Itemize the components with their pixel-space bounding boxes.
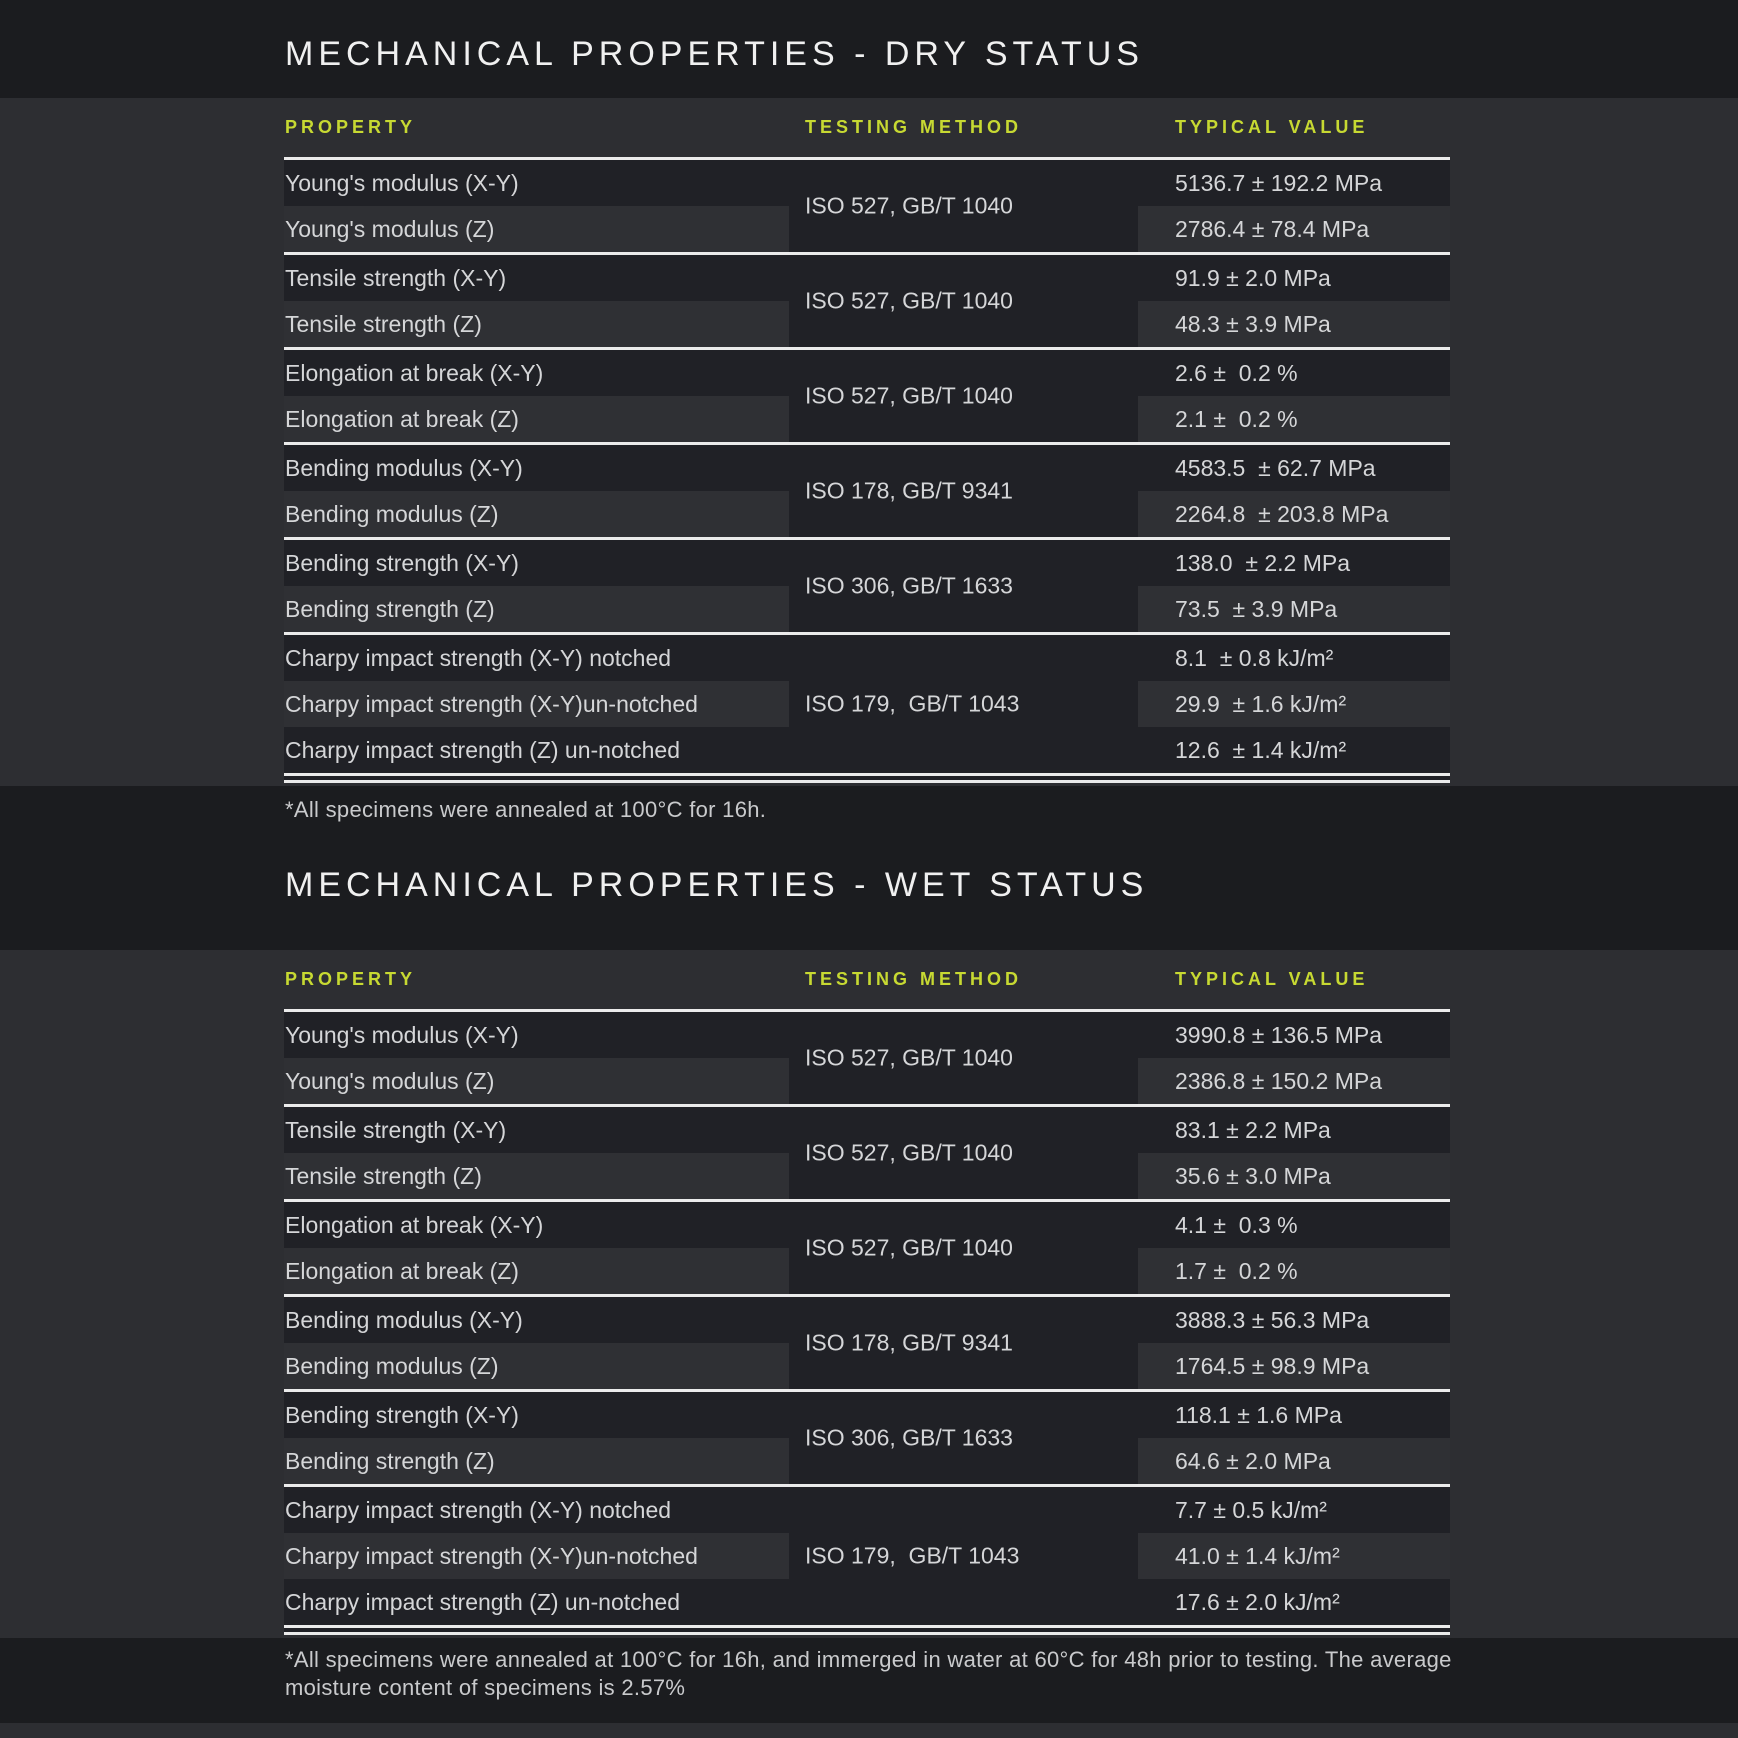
table-end-double-line xyxy=(284,773,1450,783)
value-cell: 29.9 ± 1.6 kJ/m² xyxy=(1138,681,1450,727)
property-group xyxy=(284,540,1450,635)
value-cell: 2.1 ± 0.2 % xyxy=(1138,396,1450,442)
property-cell: Bending strength (Z) xyxy=(284,1438,789,1484)
property-group xyxy=(284,1107,1450,1202)
property-cell: Tensile strength (X-Y) xyxy=(285,264,507,291)
property-cell: Young's modulus (Z) xyxy=(284,206,789,252)
property-cell: Charpy impact strength (X-Y)un-notched xyxy=(284,1533,789,1579)
wet-table-header-row xyxy=(284,950,1450,1009)
property-cell: Charpy impact strength (X-Y) notched xyxy=(285,644,672,671)
dry-footnote: *All specimens were annealed at 100°C for 16h. xyxy=(285,797,767,822)
property-cell: Charpy impact strength (X-Y)un-notched xyxy=(284,681,789,727)
property-group xyxy=(284,445,1450,540)
table-row xyxy=(284,1579,1450,1625)
value-cell: 64.6 ± 2.0 MPa xyxy=(1138,1438,1450,1484)
property-cell: Bending strength (X-Y) xyxy=(285,549,519,576)
testing-method-cell: ISO 306, GB/T 1633 xyxy=(805,1424,1013,1451)
property-group xyxy=(284,160,1450,255)
value-cell: 17.6 ± 2.0 kJ/m² xyxy=(1175,1588,1340,1615)
wet-footnote: *All specimens were annealed at 100°C for 16h, and immerged in water at 60°C for 48h prior to testing. The average moisture content of specimens is 2.57% xyxy=(285,1647,1459,1700)
value-cell: 8.1 ± 0.8 kJ/m² xyxy=(1175,644,1334,671)
testing-method-cell: ISO 178, GB/T 9341 xyxy=(805,477,1013,504)
value-cell: 83.1 ± 2.2 MPa xyxy=(1175,1116,1331,1143)
value-cell: 138.0 ± 2.2 MPa xyxy=(1175,549,1351,576)
value-cell: 3990.8 ± 136.5 MPa xyxy=(1175,1021,1382,1048)
property-cell: Tensile strength (X-Y) xyxy=(285,1116,507,1143)
testing-method-cell: ISO 178, GB/T 9341 xyxy=(805,1329,1013,1356)
property-cell: Bending modulus (X-Y) xyxy=(285,454,523,481)
wet-table-section xyxy=(0,950,1738,1638)
testing-method-cell: ISO 306, GB/T 1633 xyxy=(805,572,1013,599)
property-cell: Charpy impact strength (Z) un-notched xyxy=(285,736,681,763)
property-cell: Bending strength (Z) xyxy=(284,586,789,632)
property-cell: Young's modulus (X-Y) xyxy=(285,1021,519,1048)
property-cell: Elongation at break (X-Y) xyxy=(285,1211,544,1238)
value-cell: 3888.3 ± 56.3 MPa xyxy=(1175,1306,1370,1333)
property-cell: Charpy impact strength (Z) un-notched xyxy=(285,1588,681,1615)
property-group xyxy=(284,350,1450,445)
property-group xyxy=(284,1297,1450,1392)
wet-footnote-wrap xyxy=(285,1646,1465,1702)
table-row xyxy=(284,727,1450,773)
table-row xyxy=(284,635,1450,681)
column-header-property: PROPERTY xyxy=(285,117,417,137)
testing-method-cell: ISO 527, GB/T 1040 xyxy=(805,1139,1013,1166)
value-cell: 2.6 ± 0.2 % xyxy=(1175,359,1298,386)
property-cell: Bending modulus (X-Y) xyxy=(285,1306,523,1333)
property-cell: Elongation at break (X-Y) xyxy=(285,359,544,386)
property-cell: Bending modulus (Z) xyxy=(284,491,789,537)
column-header-property: PROPERTY xyxy=(285,969,417,989)
value-cell: 2264.8 ± 203.8 MPa xyxy=(1138,491,1450,537)
value-cell: 73.5 ± 3.9 MPa xyxy=(1138,586,1450,632)
value-cell: 7.7 ± 0.5 kJ/m² xyxy=(1175,1496,1327,1523)
column-header-typical-value: TYPICAL VALUE xyxy=(1175,969,1369,989)
property-group xyxy=(284,1392,1450,1487)
wet-table-body xyxy=(284,1012,1450,1625)
property-group xyxy=(284,255,1450,350)
value-cell: 4583.5 ± 62.7 MPa xyxy=(1175,454,1376,481)
value-cell: 35.6 ± 3.0 MPa xyxy=(1138,1153,1450,1199)
testing-method-cell: ISO 179, GB/T 1043 xyxy=(805,1542,1020,1569)
property-cell: Tensile strength (Z) xyxy=(284,301,789,347)
testing-method-cell: ISO 527, GB/T 1040 xyxy=(805,1044,1013,1071)
value-cell: 12.6 ± 1.4 kJ/m² xyxy=(1175,736,1347,763)
dry-table-body xyxy=(284,160,1450,773)
testing-method-cell: ISO 527, GB/T 1040 xyxy=(805,192,1013,219)
value-cell: 1.7 ± 0.2 % xyxy=(1138,1248,1450,1294)
dry-table-header-row xyxy=(284,98,1450,157)
testing-method-cell: ISO 527, GB/T 1040 xyxy=(805,1234,1013,1261)
property-group xyxy=(284,1487,1450,1625)
property-cell: Charpy impact strength (X-Y) notched xyxy=(285,1496,672,1523)
value-cell: 118.1 ± 1.6 MPa xyxy=(1175,1401,1342,1428)
property-cell: Tensile strength (Z) xyxy=(284,1153,789,1199)
column-header-testing-method: TESTING METHOD xyxy=(805,117,1022,137)
method-column-spacer xyxy=(789,635,1138,681)
value-cell: 5136.7 ± 192.2 MPa xyxy=(1175,169,1382,196)
column-header-testing-method: TESTING METHOD xyxy=(805,969,1022,989)
property-cell: Elongation at break (Z) xyxy=(284,396,789,442)
method-column-spacer xyxy=(789,727,1138,773)
value-cell: 1764.5 ± 98.9 MPa xyxy=(1138,1343,1450,1389)
dry-table xyxy=(284,98,1450,783)
table-end-double-line xyxy=(284,1625,1450,1635)
method-column-spacer xyxy=(789,1579,1138,1625)
property-group xyxy=(284,1202,1450,1297)
property-group xyxy=(284,1012,1450,1107)
property-group xyxy=(284,635,1450,773)
value-cell: 48.3 ± 3.9 MPa xyxy=(1138,301,1450,347)
dry-section-title: MECHANICAL PROPERTIES - DRY STATUS xyxy=(285,34,1144,73)
dry-table-section xyxy=(0,98,1738,786)
value-cell: 2786.4 ± 78.4 MPa xyxy=(1138,206,1450,252)
property-cell: Young's modulus (X-Y) xyxy=(285,169,519,196)
testing-method-cell: ISO 527, GB/T 1040 xyxy=(805,382,1013,409)
property-cell: Elongation at break (Z) xyxy=(284,1248,789,1294)
table-row xyxy=(284,1487,1450,1533)
property-cell: Young's modulus (Z) xyxy=(284,1058,789,1104)
property-cell: Bending modulus (Z) xyxy=(284,1343,789,1389)
property-cell: Bending strength (X-Y) xyxy=(285,1401,519,1428)
value-cell: 4.1 ± 0.3 % xyxy=(1175,1211,1298,1238)
testing-method-cell: ISO 527, GB/T 1040 xyxy=(805,287,1013,314)
testing-method-cell: ISO 179, GB/T 1043 xyxy=(805,690,1020,717)
value-cell: 91.9 ± 2.0 MPa xyxy=(1175,264,1331,291)
mid-band xyxy=(0,786,1738,950)
bottom-band xyxy=(0,1638,1738,1723)
dry-title-band xyxy=(0,0,1738,98)
column-header-typical-value: TYPICAL VALUE xyxy=(1175,117,1369,137)
value-cell: 2386.8 ± 150.2 MPa xyxy=(1138,1058,1450,1104)
wet-table xyxy=(284,950,1450,1635)
method-column-spacer xyxy=(789,1487,1138,1533)
wet-section-title: MECHANICAL PROPERTIES - WET STATUS xyxy=(285,866,1149,904)
value-cell: 41.0 ± 1.4 kJ/m² xyxy=(1138,1533,1450,1579)
